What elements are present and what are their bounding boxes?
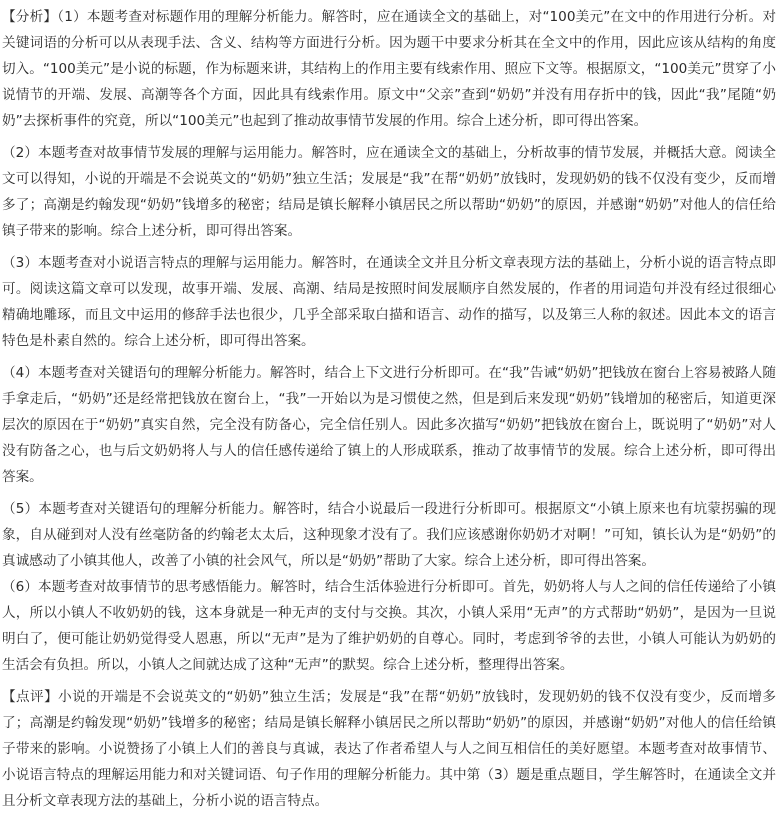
analysis-paragraph-5: （5）本题考查对关键语句的理解分析能力。解答时，结合小说最后一段进行分析即可。根据原文“小镇上原来也有坑蒙拐骗的现象，自从碰到对人没有丝毫防备的约翰老太太后，这种现象才没有了。我们应该感谢你奶奶才对啊！”可知，镇长认为是“奶奶”的真诚感动了小镇其他人，改善了小镇的社会风气，所以是“奶奶”帮助了大家。综合上述分析，即可得出答案。: [2, 501, 776, 569]
analysis-paragraph-1: [2, 4, 776, 134]
comment-paragraph: [2, 684, 776, 814]
analysis-q1-text: （1）本题考查对标题作用的理解分析能力。解答时，应在通读全文的基础上，对“100美元”在文中的作用进行分析。对关键词语的分析可以从表现手法、含义、结构等方面进行分析。因为题干中要求分析其在全文中的作用，因此应该从结构的角度切入。“100美元”是小说的标题，作为标题来讲，其结构上的作用主要有线索作用、照应下文等。根据原文，“100美元”贯穿了小说情节的开端、发展、高潮等各个方面，因此具有线索作用。原文中“父亲”查到“奶奶”并没有用存折中的钱，因此“我”尾随“奶奶”去探析事件的究竟，所以“100美元”也起到了推动故事情节发展的作用。综合上述分析，即可得出答案。: [2, 9, 776, 129]
analysis-tag: 【分析】: [2, 9, 58, 25]
analysis-paragraph-6: （6）本题考查对故事情节的思考感悟能力。解答时，结合生活体验进行分析即可。首先，奶奶将人与人之间的信任传递给了小镇人，所以小镇人不收奶奶的钱，这本身就是一种无声的支付与交换。其次，小镇人采用“无声”的方式帮助“奶奶”，是因为一旦说明白了，便可能让奶奶觉得受人恩惠，所以“无声”是为了维护奶奶的自尊心。同时，考虑到爷爷的去世，小镇人可能认为奶奶的生活会有负担。所以，小镇人之间就达成了这种“无声”的默契。综合上述分析，整理得出答案。: [2, 579, 776, 673]
analysis-paragraph-3: （3）本题考查对小说语言特点的理解与运用能力。解答时，在通读全文并且分析文章表现方法的基础上，分析小说的语言特点即可。阅读这篇文章可以发现，故事开端、发展、高潮、结局是按照时间发展顺序自然发展的，作者的用词造句并没有经过很细心精确地雕琢，而且文中运用的修辞手法也很少，几乎全部采取白描和语言、动作的描写，以及第三人称的叙述。因此本文的语言特色是朴素自然的。综合上述分析，即可得出答案。: [2, 255, 776, 349]
analysis-paragraph-2: （2）本题考查对故事情节发展的理解与运用能力。解答时，应在通读全文的基础上，分析故事的情节发展，并概括大意。阅读全文可以得知，小说的开端是不会说英文的“奶奶”独立生活；发展是“我”在帮“奶奶”放钱时，发现奶奶的钱不仅没有变少，反而增多了；高潮是约翰发现“奶奶”钱增多的秘密；结局是镇长解释小镇居民之所以帮助“奶奶”的原因，并感谢“奶奶”对他人的信任给镇子带来的影响。综合上述分析，即可得出答案。: [2, 145, 776, 239]
comment-tag: 【点评】: [2, 689, 59, 705]
comment-text: 小说的开端是不会说英文的“奶奶”独立生活；发展是“我”在帮“奶奶”放钱时，发现奶奶的钱不仅没有变少，反而增多了；高潮是约翰发现“奶奶”钱增多的秘密；结局是镇长解释小镇居民之所以帮助“奶奶”的原因，并感谢“奶奶”对他人的信任给镇子带来的影响。小说赞扬了小镇上人们的善良与真诚，表达了作者希望人与人之间互相信任的美好愿望。本题考查对故事情节、小说语言特点的理解运用能力和对关键词语、句子作用的理解分析能力。其中第（3）题是重点题目，学生解答时，在通读全文并且分析文章表现方法的基础上，分析小说的语言特点。: [2, 689, 776, 809]
analysis-paragraph-4: （4）本题考查对关键语句的理解分析能力。解答时，结合上下文进行分析即可。在“我”告诫“奶奶”把钱放在窗台上容易被路人随手拿走后，“奶奶”还是经常把钱放在窗台上，“我”一开始以为是习惯使之然，但是到后来发现“奶奶”钱增加的秘密后，知道更深层次的原因在于“奶奶”真实自然，完全没有防备心，完全信任别人。因此多次描写“奶奶”把钱放在窗台上，既说明了“奶奶”对人没有防备之心，也与后文奶奶将人与人的信任感传递给了镇上的人形成联系，推动了故事情节的发展。综合上述分析，即可得出答案。: [2, 365, 776, 485]
